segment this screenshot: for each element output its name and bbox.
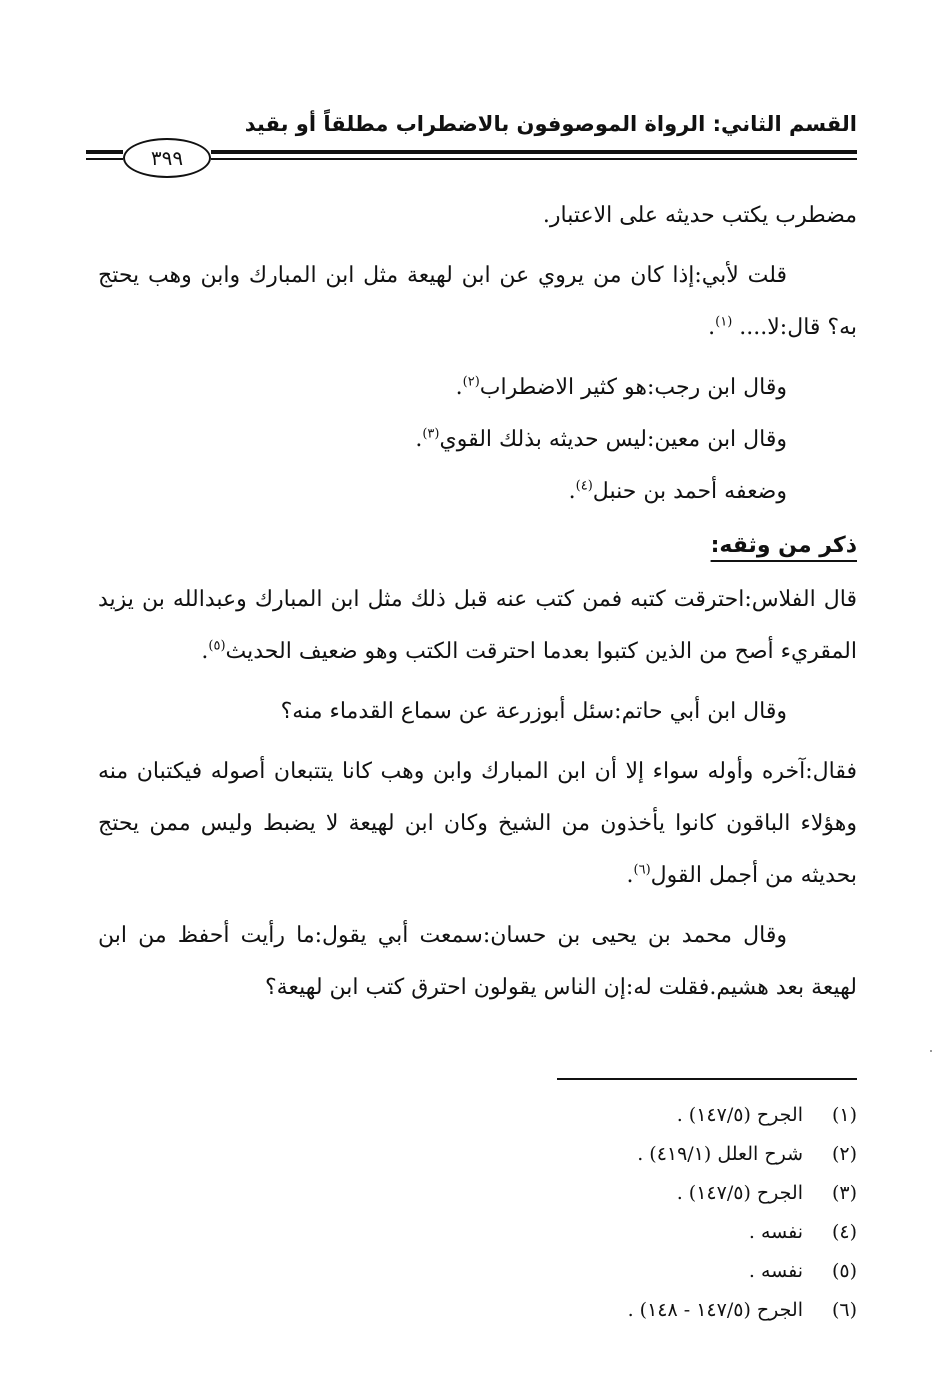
section-heading: ذكر من وثقه: xyxy=(710,533,857,558)
footnote-ref: (٥) xyxy=(208,638,226,654)
paragraph: وقال محمد بن يحيى بن حسان:سمعت أبي يقول:ما رأيت أحفظ من ابن لهيعة بعد هشيم.فقلت له:إن الناس يقولون احترق كتب ابن لهيعة؟ xyxy=(98,923,857,1000)
footnote-ref: (٤) xyxy=(575,478,593,494)
header-rule-thick-right xyxy=(211,150,857,154)
footnote: (٤)نفسه . xyxy=(748,1221,857,1243)
footnote: (٦)الجرح (١٤٧/٥ - ١٤٨) . xyxy=(627,1299,857,1321)
footnote: (٣)الجرح (١٤٧/٥) . xyxy=(676,1182,857,1204)
footnote-separator xyxy=(557,1078,857,1080)
footnote: (٢)شرح العلل (٤١٩/١) . xyxy=(637,1143,857,1165)
footnote: (٥)نفسه . xyxy=(748,1260,857,1282)
page-number: ٣٩٩ xyxy=(150,146,184,170)
paragraph: وقال ابن معين:ليس حديثه بذلك القوي$^{(٣)}$. xyxy=(415,426,787,452)
footnote-ref: (٢) xyxy=(462,374,480,390)
header-rule-thin-left xyxy=(86,158,123,160)
footnote: (١)الجرح (١٤٧/٥) . xyxy=(676,1104,857,1126)
footnotes xyxy=(400,1096,857,1330)
paragraph: قلت لأبي:إذا كان من يروي عن ابن لهيعة مثل ابن المبارك وابن وهب يحتج به؟ قال:لا.... $^{(١)}$. xyxy=(98,263,857,340)
header-rule-thin-right xyxy=(211,158,857,160)
main-text xyxy=(98,190,857,1014)
paragraph: وقال ابن أبي حاتم:سئل أبوزرعة عن سماع القدماء منه؟ xyxy=(280,699,787,724)
running-header-title: القسم الثاني: الرواة الموصوفون بالاضطراب مطلقاً أو بقيد xyxy=(244,112,857,136)
paragraph: مضطرب يكتب حديثه على الاعتبار. xyxy=(542,203,857,228)
paragraph: وضعفه أحمد بن حنبل$^{(٤)}$. xyxy=(568,478,787,504)
paragraph: فقال:آخره وأوله سواء إلا أن ابن المبارك وابن وهب كانا يتتبعان أصوله فيكتبان منه وهؤلاء الباقون كانوا يأخذون من الشيخ وكان ابن لهيعة لا يضبط وليس ممن يحتج بحديثه من أجمل القول$^{(٦)}$. xyxy=(98,759,857,888)
footnote-ref: (١) xyxy=(715,314,733,330)
scan-speck xyxy=(930,1050,932,1052)
header-rule-thick-left xyxy=(86,150,123,154)
page-number-oval xyxy=(123,138,211,178)
paragraph: وقال ابن رجب:هو كثير الاضطراب$^{(٢)}$. xyxy=(455,374,787,400)
footnote-ref: (٦) xyxy=(633,862,651,878)
footnote-ref: (٣) xyxy=(422,426,440,442)
paragraph: قال الفلاس:احترقت كتبه فمن كتب عنه قبل ذلك مثل ابن المبارك وعبدالله بن يزيد المقريء أصح من الذين كتبوا بعدما احترقت الكتب وهو ضعيف الحديث$^{(٥)}$. xyxy=(98,587,857,664)
